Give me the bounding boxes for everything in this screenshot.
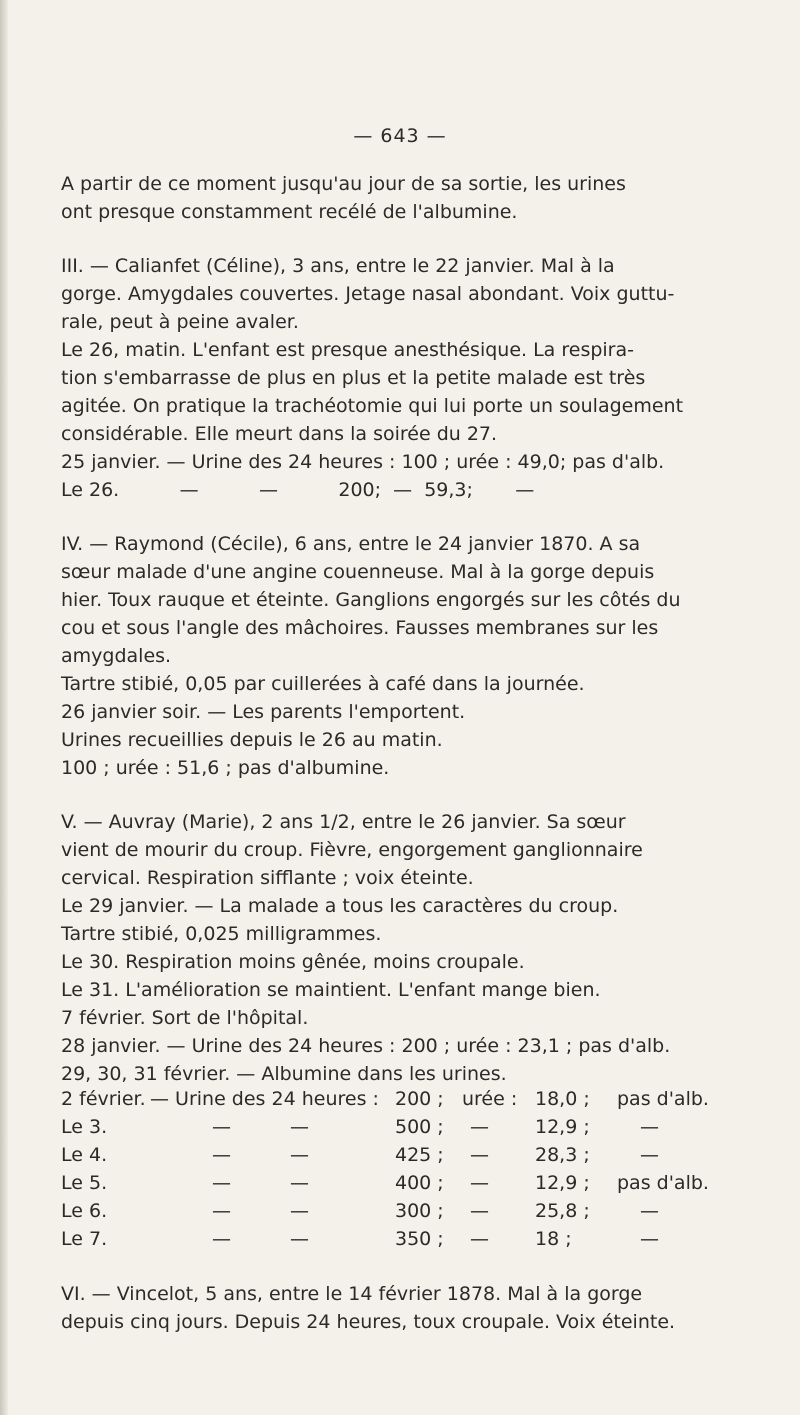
table-cell-date: Le 6. — [61, 1200, 108, 1222]
text-line: vient de mourir du croup. Fièvre, engorgement ganglionnaire — [61, 839, 643, 861]
text-line: cervical. Respiration sifflante ; voix éteinte. — [61, 867, 474, 889]
text-line: Le 26. — — 200; — 59,3; — — [61, 479, 535, 501]
table-cell-label: — — [470, 1116, 489, 1138]
table-cell-volume: 500 ; — [395, 1116, 444, 1138]
text-line: 29, 30, 31 février. — Albumine dans les urines. — [61, 1063, 507, 1085]
text-line: 7 février. Sort de l'hôpital. — [61, 1007, 309, 1029]
table-cell-alb: — — [640, 1144, 659, 1166]
table-cell-ditto: — — [212, 1144, 231, 1166]
text-line: 28 janvier. — Urine des 24 heures : 200 ; urée : 23,1 ; pas d'alb. — [61, 1035, 671, 1057]
text-line: V. — Auvray (Marie), 2 ans 1/2, entre le 26 janvier. Sa sœur — [61, 811, 626, 833]
table-cell-uree: 18,0 ; — [535, 1088, 590, 1110]
table-cell-uree: 18 ; — [535, 1228, 572, 1250]
table-cell-ditto: — — [290, 1144, 309, 1166]
text-line: hier. Toux rauque et éteinte. Ganglions engorgés sur les côtés du — [61, 589, 681, 611]
table-cell-date: Le 3. — [61, 1116, 108, 1138]
table-cell-uree: 28,3 ; — [535, 1144, 590, 1166]
text-line: Tartre stibié, 0,025 milligrammes. — [61, 923, 382, 945]
table-cell-date: Le 7. — [61, 1228, 108, 1250]
table-cell-label: — — [470, 1228, 489, 1250]
table-cell-ditto: — — [290, 1200, 309, 1222]
table-cell-label: — — [470, 1144, 489, 1166]
table-cell-ditto: — Urine des 24 heures : — [150, 1088, 379, 1110]
text-line: Le 31. L'amélioration se maintient. L'enfant mange bien. — [61, 979, 601, 1001]
text-line: gorge. Amygdales couvertes. Jetage nasal abondant. Voix guttu- — [61, 283, 675, 305]
table-cell-ditto: — — [212, 1172, 231, 1194]
table-cell-date: Le 5. — [61, 1172, 108, 1194]
table-row — [0, 1172, 800, 1200]
text-line: 26 janvier soir. — Les parents l'emportent. — [61, 701, 466, 723]
table-cell-volume: 425 ; — [395, 1144, 444, 1166]
table-cell-ditto: — — [290, 1116, 309, 1138]
table-cell-volume: 300 ; — [395, 1200, 444, 1222]
table-cell-date: 2 février. — [61, 1088, 146, 1110]
text-line: agitée. On pratique la trachéotomie qui lui porte un soulagement — [61, 395, 684, 417]
text-line: Tartre stibié, 0,05 par cuillerées à café dans la journée. — [61, 673, 585, 695]
table-cell-ditto: — — [212, 1228, 231, 1250]
table-cell-alb: — — [640, 1116, 659, 1138]
table-cell-volume: 350 ; — [395, 1228, 444, 1250]
text-line: cou et sous l'angle des mâchoires. Fausses membranes sur les — [61, 617, 659, 639]
text-line: IV. — Raymond (Cécile), 6 ans, entre le 24 janvier 1870. A sa — [61, 533, 641, 555]
table-cell-uree: 12,9 ; — [535, 1116, 590, 1138]
table-cell-date: Le 4. — [61, 1144, 108, 1166]
table-cell-volume: 400 ; — [395, 1172, 444, 1194]
table-cell-ditto: — — [290, 1228, 309, 1250]
text-line: A partir de ce moment jusqu'au jour de sa sortie, les urines — [61, 173, 626, 195]
table-row — [0, 1200, 800, 1228]
table-row — [0, 1088, 800, 1116]
text-line: 25 janvier. — Urine des 24 heures : 100 ; urée : 49,0; pas d'alb. — [61, 451, 665, 473]
table-cell-alb: pas d'alb. — [617, 1088, 709, 1110]
text-line: Le 30. Respiration moins gênée, moins croupale. — [61, 951, 525, 973]
table-cell-ditto: — — [212, 1116, 231, 1138]
text-line: Le 26, matin. L'enfant est presque anesthésique. La respira- — [61, 339, 634, 361]
text-line: depuis cinq jours. Depuis 24 heures, toux croupale. Voix éteinte. — [61, 1311, 676, 1333]
text-line: sœur malade d'une angine couenneuse. Mal à la gorge depuis — [61, 561, 655, 583]
text-line: ont presque constamment recélé de l'albumine. — [61, 201, 518, 223]
table-cell-volume: 200 ; — [395, 1088, 444, 1110]
text-line: amygdales. — [61, 645, 172, 667]
text-line: Le 29 janvier. — La malade a tous les caractères du croup. — [61, 895, 619, 917]
text-line: rale, peut à peine avaler. — [61, 311, 299, 333]
table-row — [0, 1144, 800, 1172]
text-line: Urines recueillies depuis le 26 au matin. — [61, 729, 443, 751]
table-cell-ditto: — — [290, 1172, 309, 1194]
table-cell-label: — — [470, 1200, 489, 1222]
table-cell-alb: — — [640, 1228, 659, 1250]
table-cell-label: — — [470, 1172, 489, 1194]
table-row — [0, 1116, 800, 1144]
table-row — [0, 1228, 800, 1256]
text-line: considérable. Elle meurt dans la soirée du 27. — [61, 423, 498, 445]
table-cell-label: urée : — [462, 1088, 518, 1110]
text-line: III. — Calianfet (Céline), 3 ans, entre le 22 janvier. Mal à la — [61, 255, 615, 277]
table-cell-alb: pas d'alb. — [617, 1172, 709, 1194]
page-number: — 643 — — [353, 125, 447, 147]
table-cell-uree: 12,9 ; — [535, 1172, 590, 1194]
table-cell-ditto: — — [212, 1200, 231, 1222]
table-cell-alb: — — [640, 1200, 659, 1222]
table-cell-uree: 25,8 ; — [535, 1200, 590, 1222]
text-line: VI. — Vincelot, 5 ans, entre le 14 février 1878. Mal à la gorge — [61, 1283, 643, 1305]
text-line: tion s'embarrasse de plus en plus et la petite malade est très — [61, 367, 646, 389]
text-line: 100 ; urée : 51,6 ; pas d'albumine. — [61, 757, 390, 779]
